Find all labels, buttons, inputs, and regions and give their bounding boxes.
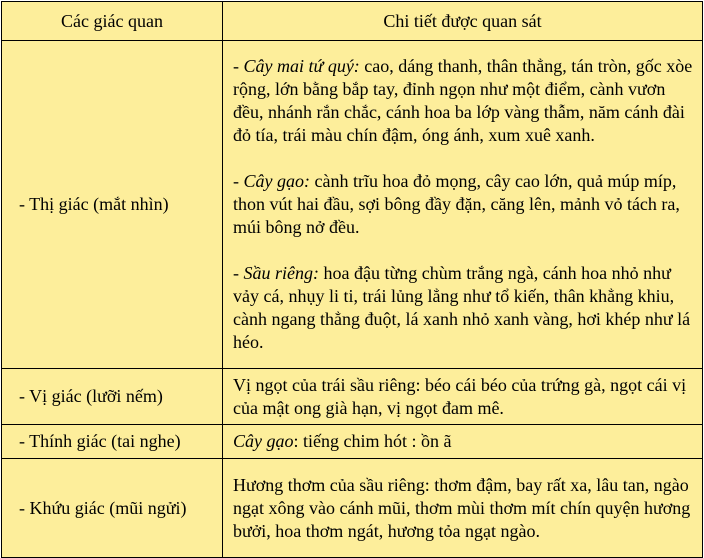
- column-header-senses: Các giác quan: [2, 2, 223, 41]
- sensory-observation-table: [1, 1, 703, 558]
- sense-smell: - Khứu giác (mũi ngửi): [2, 459, 223, 558]
- plant-label-gao: Cây gạo:: [243, 171, 310, 191]
- plant-label-sau-rieng: Sầu riêng:: [243, 263, 319, 283]
- detail-mai-tu-quy: - Cây mai tứ quý: cao, dáng thanh, thân thẳng, tán tròn, gốc xòe rộng, lớn bằng bắp tay, đỉnh ngọn như một điểm, cành vươn đều, nhánh rắn chắc, cánh hoa ba lớp vàng thẫm, năm cánh đài đỏ tía, trái màu chín đậm, óng ánh, xum xuê xanh.: [233, 56, 693, 145]
- details-smell: Hương thơm của sầu riêng: thơm đậm, bay rất xa, lâu tan, ngào ngạt xông vào cánh mũi, thơm mùi thơm mít chín quyện hương bưởi, hoa thơm ngát, hương tỏa ngạt ngào.: [223, 459, 703, 558]
- plant-label-mai: Cây mai tứ quý:: [243, 56, 360, 76]
- table-row-smell: [2, 459, 703, 558]
- table-row-taste: [2, 369, 703, 425]
- table-row-sight: [2, 41, 703, 369]
- detail-cay-gao: - Cây gạo: cành trĩu hoa đỏ mọng, cây cao lớn, quả múp míp, thon vút hai đầu, sợi bông đầy đặn, căng lên, mảnh vỏ tách ra, múi bông nở đều.: [233, 171, 680, 237]
- details-hearing: Cây gạo: tiếng chim hót : ồn ã: [223, 425, 703, 459]
- detail-sau-rieng: - Sầu riêng: hoa đậu từng chùm trắng ngà, cánh hoa nhỏ như vảy cá, nhụy li ti, trái lủng lẳng như tổ kiến, thân khẳng khiu, cành ngang thẳng đuột, lá xanh nhỏ xanh vàng, hơi khép như lá héo.: [233, 263, 691, 352]
- column-header-details: Chi tiết được quan sát: [223, 2, 703, 41]
- table-header-row: [2, 2, 703, 41]
- details-taste: Vị ngọt của trái sầu riêng: béo cái béo của trứng gà, ngọt cái vị của mật ong già hạn, vị ngọt đam mê.: [223, 369, 703, 425]
- plant-label-gao-hearing: Cây gạo: [233, 431, 294, 451]
- table-row-hearing: [2, 425, 703, 459]
- details-sight: [223, 41, 703, 369]
- sense-sight: - Thị giác (mắt nhìn): [2, 41, 223, 369]
- sense-hearing: - Thính giác (tai nghe): [2, 425, 223, 459]
- sense-taste: - Vị giác (lưỡi nếm): [2, 369, 223, 425]
